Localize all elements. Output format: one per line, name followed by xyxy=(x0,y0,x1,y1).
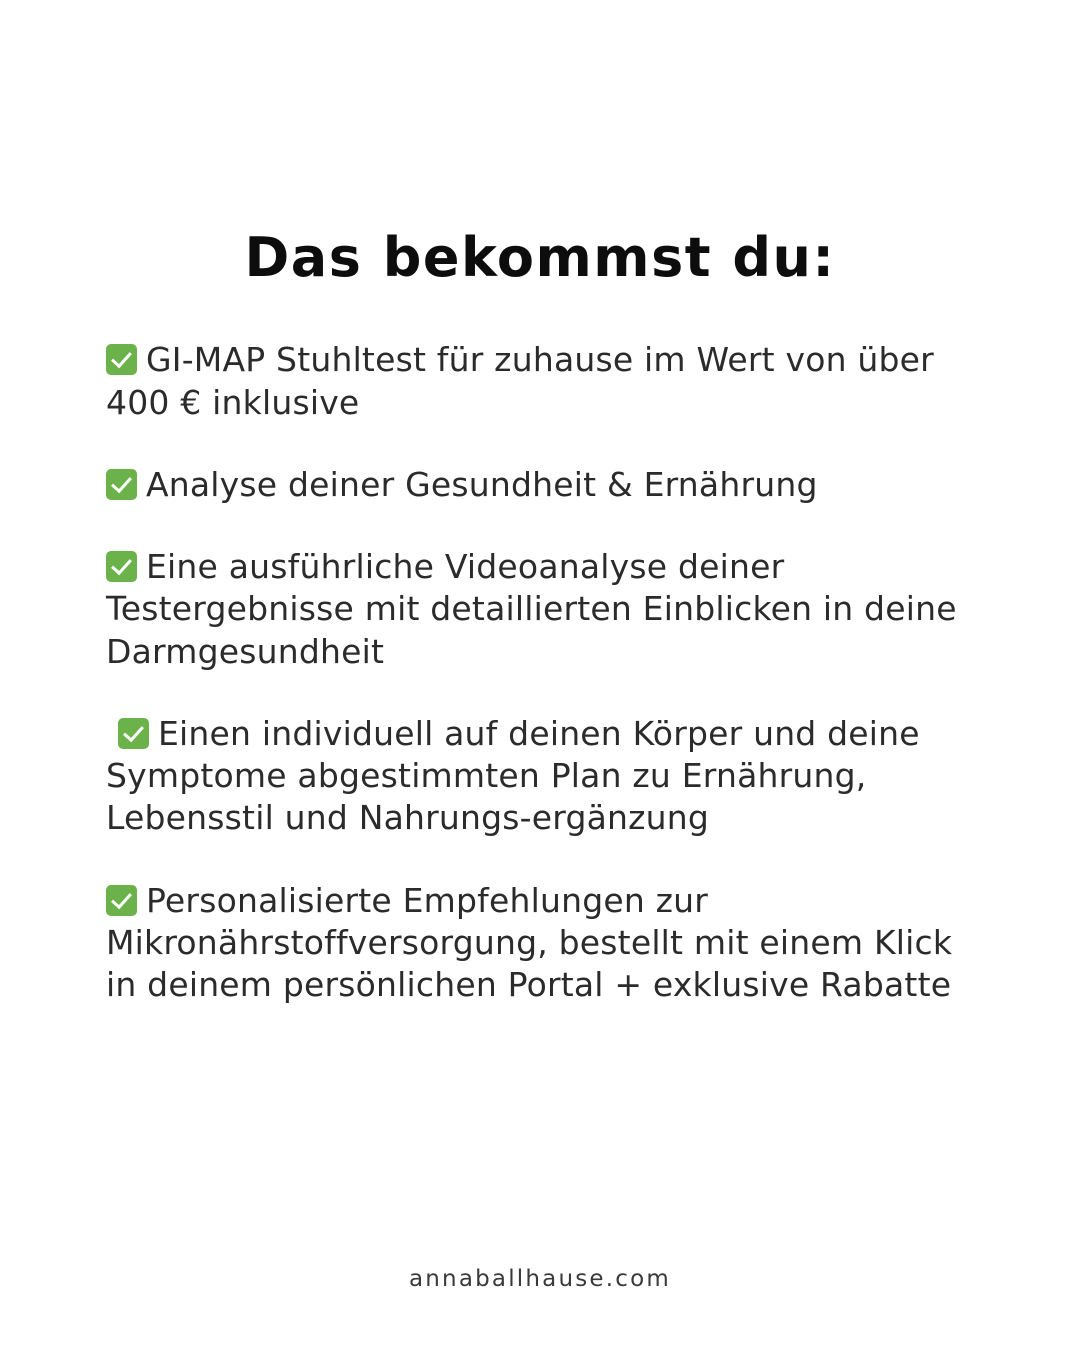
list-item xyxy=(106,339,972,423)
list-item-label: Analyse deiner Gesundheit & Ernährung xyxy=(146,464,818,504)
list-item xyxy=(106,546,972,673)
check-mark-icon xyxy=(106,469,137,500)
list-item xyxy=(106,880,972,1007)
list-item-label: GI-MAP Stuhltest für zuhause im Wert von über 400 € inklusive xyxy=(106,340,934,422)
list-item xyxy=(106,464,972,506)
benefits-list xyxy=(0,287,1080,1006)
check-mark-icon xyxy=(106,551,137,582)
page-title: Das bekommst du: xyxy=(244,226,836,289)
check-mark-icon xyxy=(106,344,137,375)
check-mark-icon xyxy=(106,885,137,916)
footer-website: annaballhause.com xyxy=(408,1266,672,1292)
list-item-label: Eine ausführliche Videoanalyse deiner Testergebnisse mit detaillierten Einblicken in deine Darmgesundheit xyxy=(106,547,957,671)
list-item xyxy=(106,713,972,840)
list-item-label: Personalisierte Empfehlungen zur Mikronährstoffversorgung, bestellt mit einem Klick in deinem persönlichen Portal + exklusive Rabatte xyxy=(106,880,953,1004)
list-item-label: Einen individuell auf deinen Körper und deine Symptome abgestimmten Plan zu Ernährung, Lebensstil und Nahrungs-ergänzung xyxy=(106,713,920,838)
check-mark-icon xyxy=(118,718,149,749)
